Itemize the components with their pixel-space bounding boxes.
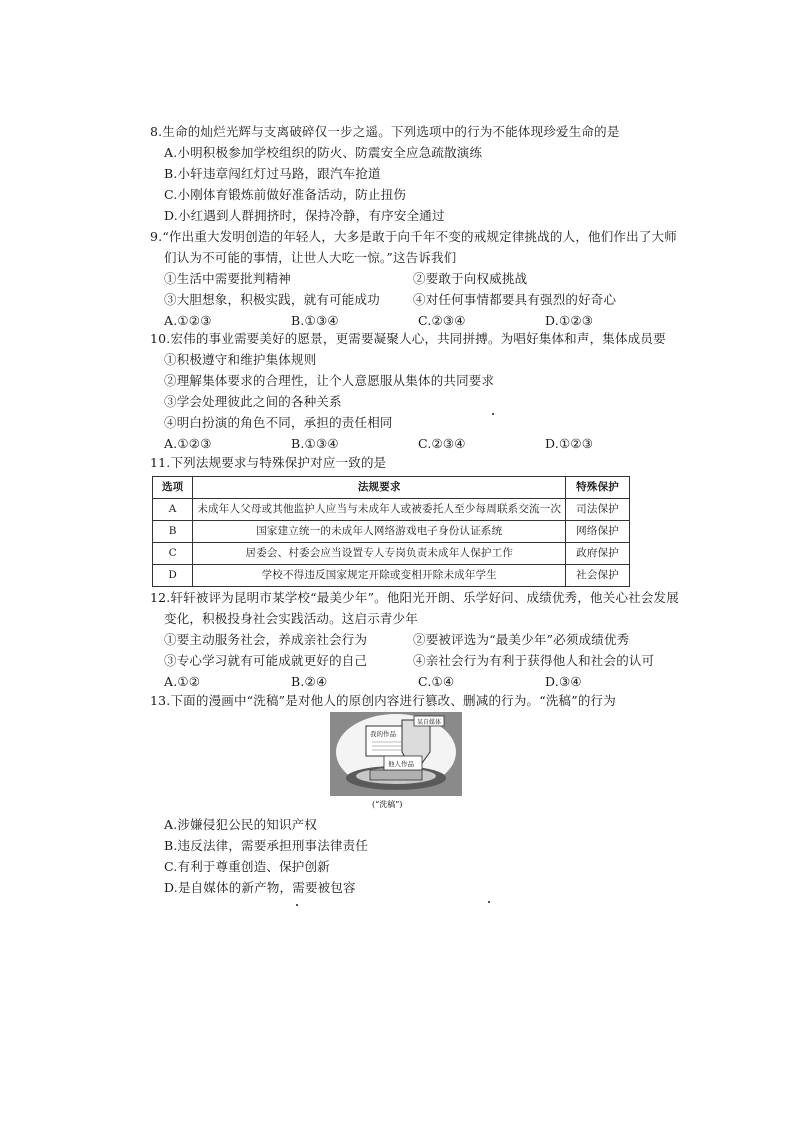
table-cell-option: A <box>153 499 193 521</box>
table-cell-option: C <box>153 543 193 565</box>
question-10-item-3: ③学会处理彼此之间的各种关系 <box>164 394 342 409</box>
question-8-option-d: D.小红遇到人群拥挤时，保持冷静，有序安全通过 <box>164 208 445 223</box>
law-protection-table <box>152 476 630 587</box>
question-12-item-4: ④亲社会行为有利于获得他人和社会的认可 <box>413 653 655 668</box>
question-9-item-4: ④对任何事情都要具有强烈的好奇心 <box>413 292 617 307</box>
question-9-option-a: A.①②③ <box>164 313 212 328</box>
question-13-option-c: C.有利于尊重创造、保护创新 <box>164 859 330 874</box>
question-12 <box>150 587 679 692</box>
question-12-option-c: C.①④ <box>418 674 455 689</box>
question-13-option-b: B.违反法律，需要承担刑事法律责任 <box>164 838 369 853</box>
question-9-option-c: C.②③④ <box>418 313 466 328</box>
table-header-option: 选项 <box>153 477 193 499</box>
cartoon-paper-bottom-text: 他人作品 <box>388 760 414 768</box>
question-12-item-2: ②要被评选为“最美少年”必须成绩优秀 <box>413 632 630 647</box>
table-row <box>153 543 630 565</box>
question-10-option-d: D.①②③ <box>545 436 594 451</box>
question-8-stem: 8.生命的灿烂光辉与支离破碎仅一步之遥。下列选项中的行为不能体现珍爱生命的是 <box>150 124 620 139</box>
table-header-row <box>153 477 630 499</box>
question-13-options <box>150 814 368 898</box>
question-9-stem-line-2: 们认为不可能的事情，让世人大吃一惊。”这告诉我们 <box>164 250 457 265</box>
table-row <box>153 521 630 543</box>
table-cell-option: B <box>153 521 193 543</box>
table-header-requirement: 法规要求 <box>193 477 566 499</box>
question-13-stem: 13.下面的漫画中“洗稿”是对他人的原创内容进行篡改、删减的行为。“洗稿”的行为 <box>150 693 616 708</box>
scan-speck <box>492 413 494 415</box>
question-12-stem-line-1: 12.轩轩被评为昆明市某学校“最美少年”。他阳光开朗、乐学好问、成绩优秀，他关心社会发展 <box>150 590 679 605</box>
table-cell-requirement: 学校不得违反国家规定开除或变相开除未成年学生 <box>193 565 566 587</box>
question-11 <box>150 452 630 587</box>
question-10-option-c: C.②③④ <box>418 436 466 451</box>
cartoon-caption: (“洗稿”) <box>372 800 403 809</box>
question-12-option-d: D.③④ <box>545 674 582 689</box>
question-8-option-a: A.小明积极参加学校组织的防火、防震安全应急疏散演练 <box>164 145 483 160</box>
question-12-item-1: ①要主动服务社会，养成亲社会行为 <box>164 632 368 647</box>
question-12-item-3: ③专心学习就有可能成就更好的自己 <box>164 653 368 668</box>
table-cell-requirement: 国家建立统一的未成年人网络游戏电子身份认证系统 <box>193 521 566 543</box>
question-11-stem: 11.下列法规要求与特殊保护对应一致的是 <box>150 455 387 470</box>
table-cell-protection: 社会保护 <box>566 565 630 587</box>
question-9-stem-line-1: 9.“作出重大发明创造的年轻人，大多是敢于向千年不变的戒规定律挑战的人，他们作出了大师 <box>150 229 677 244</box>
question-10 <box>150 328 672 454</box>
question-9-item-1: ①生活中需要批判精神 <box>164 271 292 286</box>
question-12-stem-line-2: 变化，积极投身社会实践活动。这启示青少年 <box>164 611 419 626</box>
question-13-option-d: D.是自媒体的新产物，需要被包容 <box>164 880 356 895</box>
question-10-item-4: ④明白扮演的角色不同，承担的责任相同 <box>164 415 393 430</box>
question-10-item-1: ①积极遵守和维护集体规则 <box>164 352 317 367</box>
table-row <box>153 499 630 521</box>
question-9-item-3: ③大胆想象，积极实践，就有可能成功 <box>164 292 380 307</box>
question-10-item-2: ②理解集体要求的合理性，让个人意愿服从集体的共同要求 <box>164 373 495 388</box>
question-9-option-b: B.①③④ <box>291 313 339 328</box>
table-cell-requirement: 未成年人父母或其他监护人应当与未成年人或被委托人至少每周联系交流一次 <box>193 499 566 521</box>
cartoon-sign-text: 某自媒体 <box>417 719 442 726</box>
question-12-option-a: A.①② <box>164 674 201 689</box>
table-cell-protection: 网络保护 <box>566 521 630 543</box>
scan-speck <box>488 901 490 903</box>
table-cell-protection: 司法保护 <box>566 499 630 521</box>
question-8-option-b: B.小轩违章闯红灯过马路，跟汽车抢道 <box>164 166 381 181</box>
cartoon-paper-top-text: 我的作品 <box>370 730 396 738</box>
question-10-option-b: B.①③④ <box>291 436 339 451</box>
cartoon-drawing <box>330 712 462 810</box>
table-header-protection: 特殊保护 <box>566 477 630 499</box>
table-cell-protection: 政府保护 <box>566 543 630 565</box>
question-9-option-d: D.①②③ <box>545 313 594 328</box>
washing-manuscript-cartoon <box>330 712 462 810</box>
question-9 <box>150 226 677 331</box>
table-row <box>153 565 630 587</box>
question-10-stem: 10.宏伟的事业需要美好的愿景，更需要凝聚人心，共同拼搏。为唱好集体和声，集体成员要 <box>150 331 666 346</box>
question-13 <box>150 690 616 711</box>
question-8-option-c: C.小刚体育锻炼前做好准备活动，防止扭伤 <box>164 187 407 202</box>
question-12-option-b: B.②④ <box>291 674 328 689</box>
table-cell-requirement: 居委会、村委会应当设置专人专岗负责未成年人保护工作 <box>193 543 566 565</box>
table-cell-option: D <box>153 565 193 587</box>
question-10-option-a: A.①②③ <box>164 436 212 451</box>
question-8 <box>150 121 620 226</box>
scan-speck <box>296 904 298 906</box>
question-9-item-2: ②要敢于向权威挑战 <box>413 271 528 286</box>
question-13-option-a: A.涉嫌侵犯公民的知识产权 <box>164 817 318 832</box>
